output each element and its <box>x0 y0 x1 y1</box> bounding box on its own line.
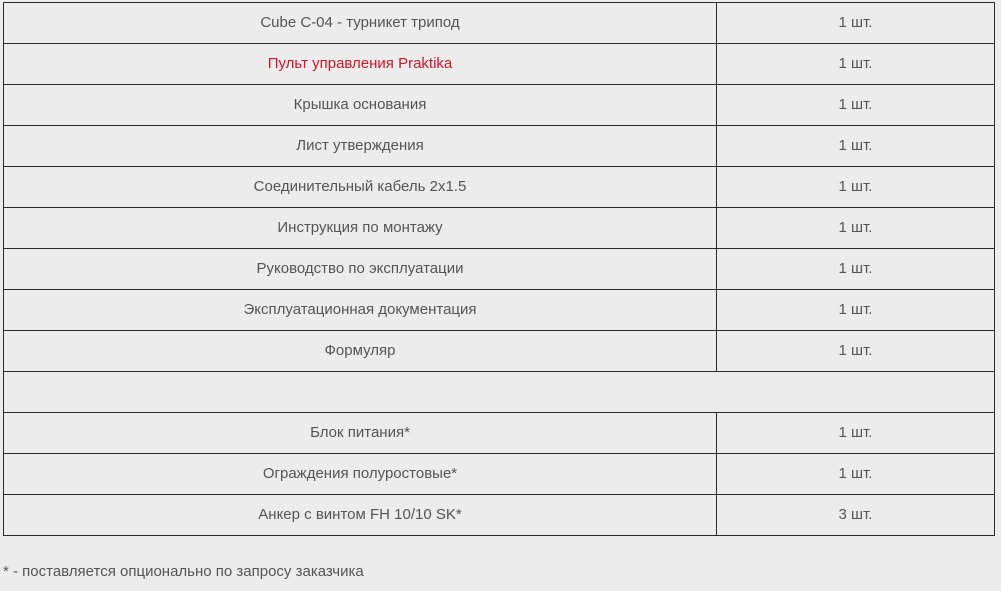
table-row <box>4 249 995 290</box>
item-qty: 1 шт. <box>717 3 995 44</box>
item-qty: 1 шт. <box>717 454 995 495</box>
item-name: Руководство по эксплуатации <box>4 249 717 290</box>
item-qty: 1 шт. <box>717 331 995 372</box>
table-row <box>4 331 995 372</box>
kit-contents-table <box>3 2 995 536</box>
optional-footnote: * - поставляется опционально по запросу заказчика <box>3 563 364 580</box>
item-qty: 1 шт. <box>717 167 995 208</box>
item-qty: 3 шт. <box>717 495 995 536</box>
table-row <box>4 454 995 495</box>
item-name: Инструкция по монтажу <box>4 208 717 249</box>
item-qty: 1 шт. <box>717 44 995 85</box>
item-name: Формуляр <box>4 331 717 372</box>
item-name: Лист утверждения <box>4 126 717 167</box>
item-name: Крышка основания <box>4 85 717 126</box>
empty-separator-cell <box>4 372 995 413</box>
table-row <box>4 3 995 44</box>
item-qty: 1 шт. <box>717 413 995 454</box>
table-row <box>4 167 995 208</box>
separator-row <box>4 372 995 413</box>
item-name: Блок питания* <box>4 413 717 454</box>
table-row <box>4 208 995 249</box>
table-row <box>4 290 995 331</box>
table-row <box>4 495 995 536</box>
control-panel-link[interactable]: Пульт управления Praktika <box>267 55 453 72</box>
item-name: Соединительный кабель 2х1.5 <box>4 167 717 208</box>
table-row <box>4 85 995 126</box>
item-name: Анкер с винтом FH 10/10 SK* <box>4 495 717 536</box>
item-name: Cube C-04 - турникет трипод <box>4 3 717 44</box>
table-row <box>4 413 995 454</box>
item-qty: 1 шт. <box>717 249 995 290</box>
item-name: Эксплуатационная документация <box>4 290 717 331</box>
item-qty: 1 шт. <box>717 85 995 126</box>
item-qty: 1 шт. <box>717 126 995 167</box>
table-row <box>4 44 995 85</box>
item-name: Ограждения полуростовые* <box>4 454 717 495</box>
table-row <box>4 126 995 167</box>
item-qty: 1 шт. <box>717 208 995 249</box>
item-qty: 1 шт. <box>717 290 995 331</box>
item-name-cell <box>4 44 717 85</box>
